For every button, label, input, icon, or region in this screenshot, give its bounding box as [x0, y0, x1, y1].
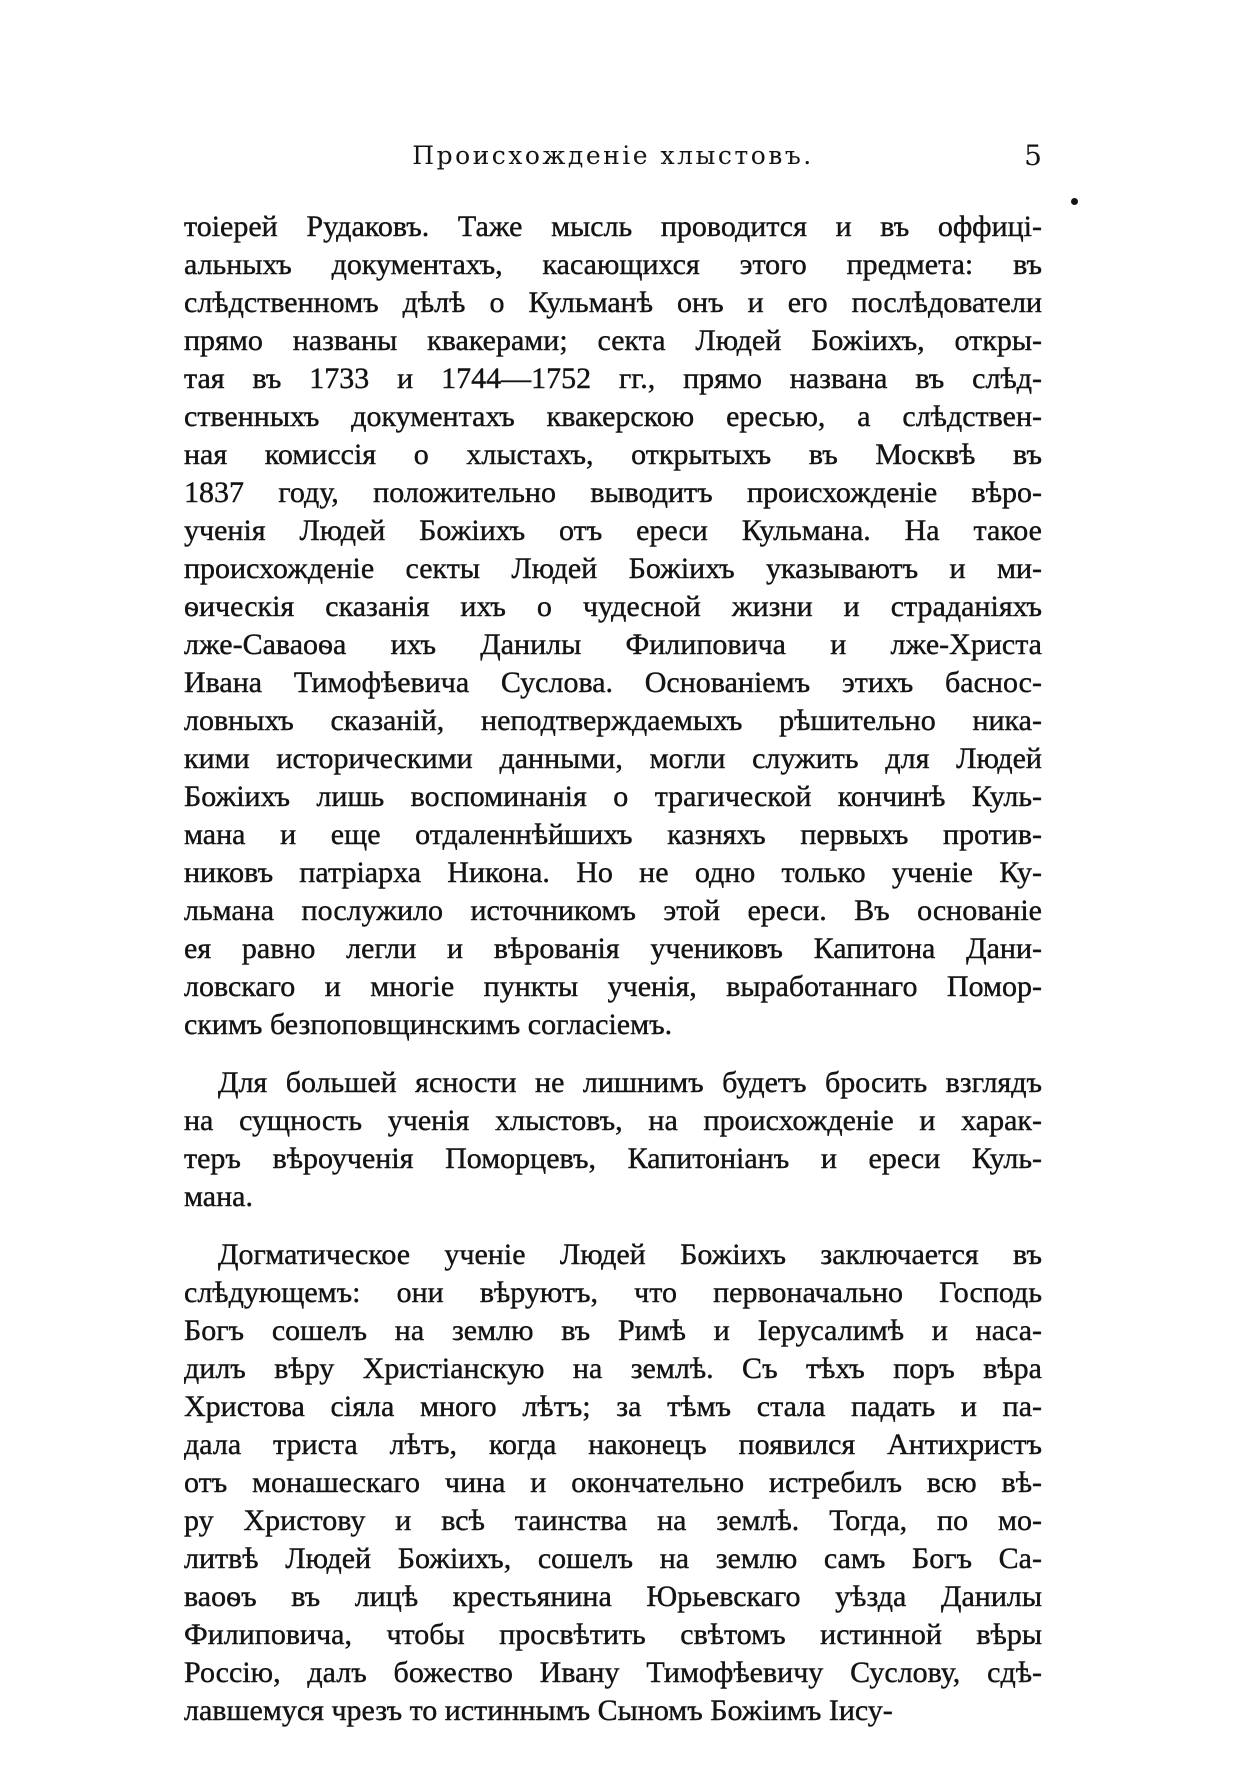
text-line: Филиповича, чтобы просвѣтить свѣтомъ истинной вѣры [184, 1618, 1042, 1651]
text-line: Христова сіяла много лѣтъ; за тѣмъ стала падать и па- [184, 1390, 1042, 1423]
page-number: 5 [1024, 139, 1042, 172]
text-line: ру Христову и всѣ таинства на землѣ. Тогда, по мо- [184, 1504, 1042, 1537]
text-line: Россію, далъ божество Ивану Тимофѣевичу Суслову, сдѣ- [184, 1656, 1042, 1689]
text-line: лавшемуся чрезъ то истиннымъ Сыномъ Божіимъ Іису- [184, 1694, 893, 1727]
text-line: Для большей ясности не лишнимъ будетъ бросить взглядъ [218, 1066, 1042, 1099]
paragraph [184, 1064, 1042, 1216]
paragraph-gap [184, 1216, 1042, 1236]
text-line: ственныхъ документахъ квакерскою ересью, а слѣдствен- [184, 400, 1042, 433]
text-line: прямо названы квакерами; секта Людей Божіихъ, откры- [184, 324, 1042, 357]
text-line: Догматическое ученіе Людей Божіихъ заключается въ [218, 1238, 1042, 1271]
text-line: ѳическія сказанія ихъ о чудесной жизни и страданіяхъ [184, 590, 1042, 623]
text-line: никовъ патріарха Никона. Но не одно только ученіе Ку- [184, 856, 1042, 889]
text-line: мана и еще отдаленнѣйшихъ казняхъ первыхъ против- [184, 818, 1042, 851]
text-line: ваоѳъ въ лицѣ крестьянина Юрьевскаго уѣзда Данилы [184, 1580, 1042, 1613]
text-line: Богъ сошелъ на землю въ Римѣ и Іерусалимѣ и наса- [184, 1314, 1042, 1347]
text-line: происхожденіе секты Людей Божіихъ указываютъ и ми- [184, 552, 1042, 585]
body-text [184, 208, 1042, 1730]
text-line: ная комиссія о хлыстахъ, открытыхъ въ Москвѣ въ [184, 438, 1042, 471]
paragraph-gap [184, 1044, 1042, 1064]
ink-dot-mark [1071, 198, 1078, 205]
text-line: Ивана Тимофѣевича Суслова. Основаніемъ этихъ баснос- [184, 666, 1042, 699]
text-line: слѣдственномъ дѣлѣ о Кульманѣ онъ и его послѣдователи [184, 286, 1042, 319]
text-line: слѣдующемъ: они вѣруютъ, что первоначально Господь [184, 1276, 1042, 1309]
text-line: тоіерей Рудаковъ. Таже мысль проводится и въ оффиці- [184, 210, 1042, 243]
text-line: на сущность ученія хлыстовъ, на происхожденіе и харак- [184, 1104, 1042, 1137]
text-line: ловныхъ сказаній, неподтверждаемыхъ рѣшительно ника- [184, 704, 1042, 737]
paragraph [184, 208, 1042, 1044]
text-line: ловскаго и многіе пункты ученія, выработаннаго Помор- [184, 970, 1042, 1003]
text-line: альныхъ документахъ, касающихся этого предмета: въ [184, 248, 1042, 281]
running-title: Происхожденіе хлыстовъ. [412, 141, 814, 170]
text-line: лже-Саваоѳа ихъ Данилы Филиповича и лже-Христа [184, 628, 1042, 661]
text-line: 1837 году, положительно выводитъ происхожденіе вѣро- [184, 476, 1042, 509]
text-line: дилъ вѣру Христіанскую на землѣ. Съ тѣхъ поръ вѣра [184, 1352, 1042, 1385]
text-line: литвѣ Людей Божіихъ, сошелъ на землю самъ Богъ Са- [184, 1542, 1042, 1575]
text-line: скимъ безпоповщинскимъ согласіемъ. [184, 1008, 673, 1041]
text-line: теръ вѣроученія Поморцевъ, Капитоніанъ и ереси Куль- [184, 1142, 1042, 1175]
text-line: дала триста лѣтъ, когда наконецъ появился Антихристъ [184, 1428, 1042, 1461]
running-head [184, 138, 1042, 178]
text-line: тая въ 1733 и 1744—1752 гг., прямо названа въ слѣд- [184, 362, 1042, 395]
text-line: отъ монашескаго чина и окончательно истребилъ всю вѣ- [184, 1466, 1042, 1499]
text-line: ученія Людей Божіихъ отъ ереси Кульмана. На такое [184, 514, 1042, 547]
paragraph [184, 1236, 1042, 1730]
text-line: Божіихъ лишь воспоминанія о трагической кончинѣ Куль- [184, 780, 1042, 813]
text-line: ея равно легли и вѣрованія учениковъ Капитона Дани- [184, 932, 1042, 965]
text-line: льмана послужило источникомъ этой ереси. Въ основаніе [184, 894, 1042, 927]
text-line: кими историческими данными, могли служить для Людей [184, 742, 1042, 775]
text-line: мана. [184, 1180, 253, 1213]
